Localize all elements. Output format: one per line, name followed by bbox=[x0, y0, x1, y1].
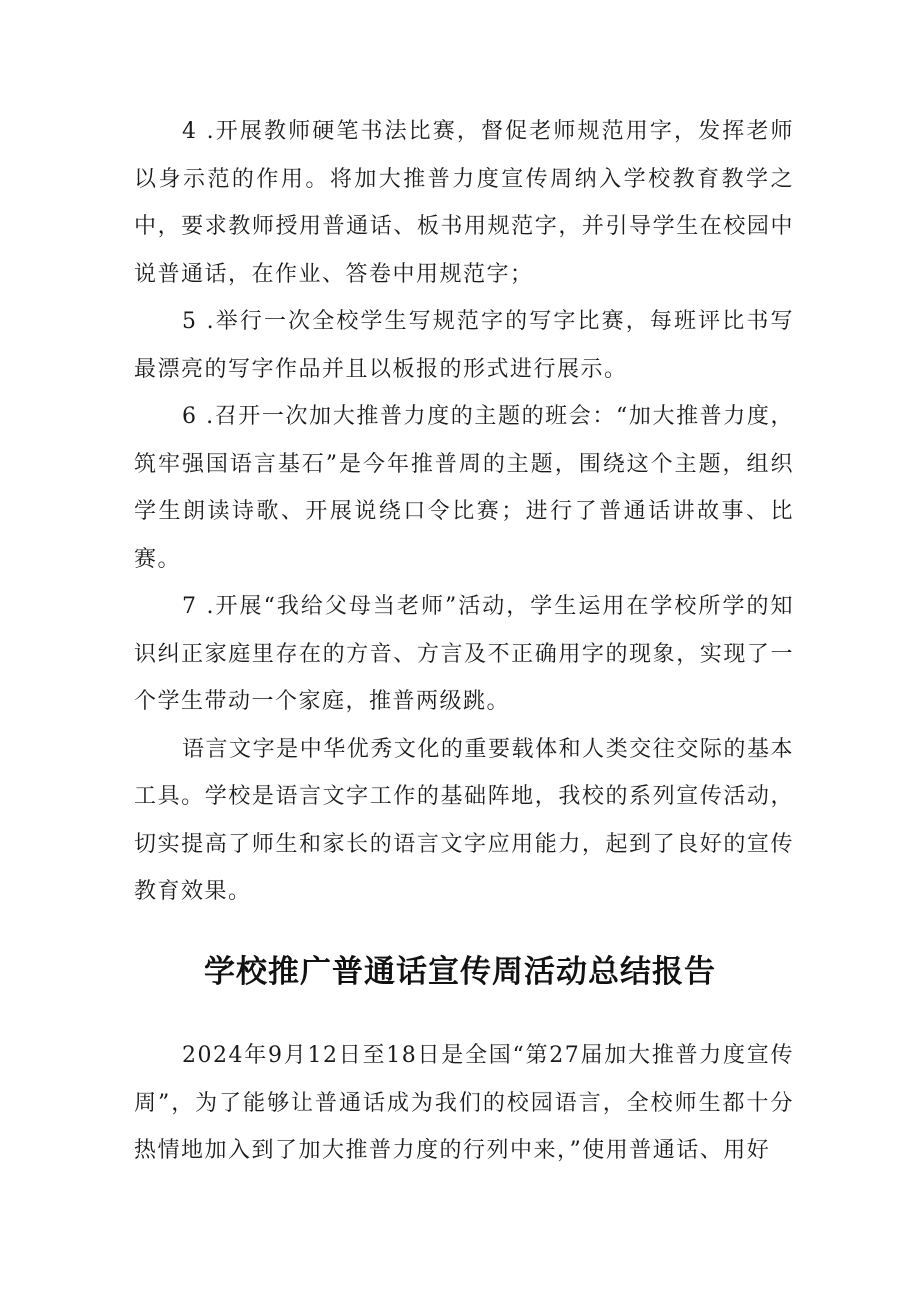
activity-list bbox=[134, 108, 794, 916]
paragraph-item-7: 7 .开展“我给父母当老师”活动，学生运用在学校所学的知识纠正家庭里存在的方音、方言及不正确用字的现象，实现了一个学生带动一个家庭，推普两级跳。 bbox=[134, 594, 794, 714]
report-body bbox=[134, 1032, 794, 1175]
paragraph-item-4: 4 .开展教师硬笔书法比赛，督促老师规范用字，发挥老师以身示范的作用。将加大推普力度宣传周纳入学校教育教学之中，要求教师授用普通话、板书用规范字，并引导学生在校园中说普通话，在作业、答卷中用规范字； bbox=[134, 119, 794, 287]
paragraph-item-5: 5 .举行一次全校学生写规范字的写字比赛，每班评比书写最漂亮的写字作品并且以板报的形式进行展示。 bbox=[134, 309, 794, 382]
report-title: 学校推广普通话宣传周活动总结报告 bbox=[204, 954, 716, 990]
report-intro-paragraph: 2024年9月12日至18日是全国“第27届加大推普力度宣传周”，为了能够让普通话成为我们的校园语言，全校师生都十分热情地加入到了加大推普力度的行列中来，”使用普通话、用好 bbox=[134, 1043, 794, 1163]
paragraph-conclusion: 语言文字是中华优秀文化的重要载体和人类交往交际的基本工具。学校是语言文字工作的基础阵地，我校的系列宣传活动，切实提高了师生和家长的语言文字应用能力，起到了良好的宣传教育效果。 bbox=[134, 736, 794, 904]
paragraph-item-6: 6 .召开一次加大推普力度的主题的班会：“加大推普力度，筑牢强国语言基石”是今年推普周的主题，围绕这个主题，组织学生朗读诗歌、开展说绕口令比赛；进行了普通话讲故事、比赛。 bbox=[134, 404, 794, 572]
